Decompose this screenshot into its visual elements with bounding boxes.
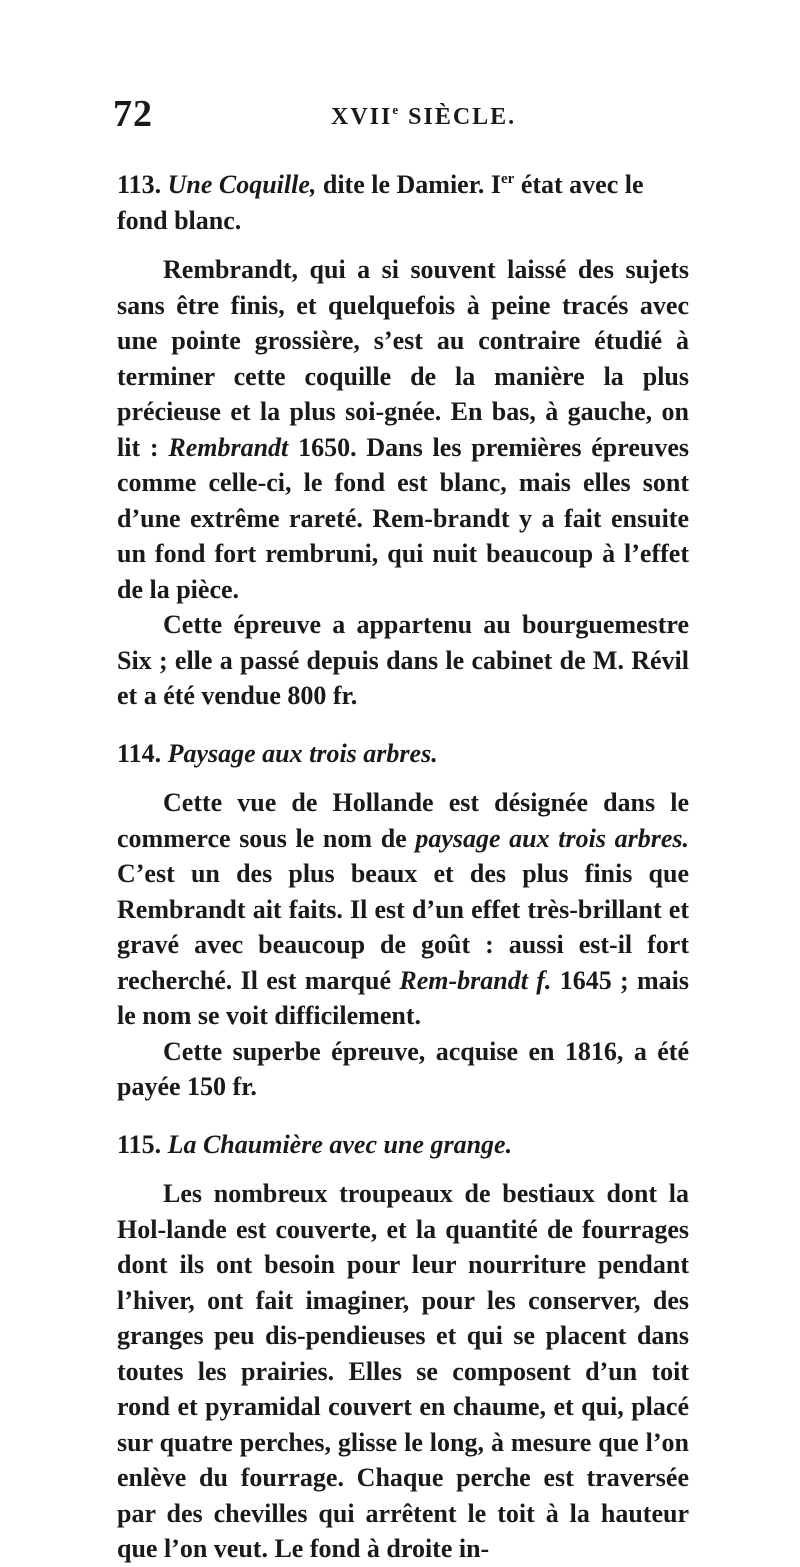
running-title-century: XVII (331, 104, 393, 130)
signature-text: Rem-brandt f. (399, 965, 552, 995)
running-title-sup: e (392, 102, 401, 117)
running-head (113, 92, 693, 142)
entry-title: Paysage aux trois arbres. (167, 738, 438, 768)
entry-paragraph: Les nombreux troupeaux de bestiaux dont la Hol-lande est couverte, et la quantité de fourrages dont ils ont besoin pour leur nourriture pendant l’hiver, ont fait imaginer, pour les conserver, des granges peu dis-pendieuses et qui se placent dans toutes les prairies. Elles se composent d’un toit rond et pyramidal couvert en chaume, et qui, placé sur quatre perches, glisse le long, à mesure que l’on enlève du fourrage. Chaque perche est traversée par des chevilles qui arrêtent le toit à la hauteur que l’on veut. Le fond à droite in- (117, 1179, 689, 1563)
italic-text: paysage aux trois arbres. (415, 823, 689, 853)
entry-heading-115 (117, 1127, 689, 1163)
entry-heading-113 (117, 162, 689, 238)
entry-paragraph: Cette superbe épreuve, acquise en 1816, a été payée 150 fr. (117, 1036, 689, 1101)
paragraph-text: 1645 ; mais le nom se voit difficilement. (117, 965, 689, 1030)
entry-number: 115. (117, 1129, 162, 1159)
paragraph-text: C’est un des plus beaux et des plus finis que Rembrandt ait faits. Il est d’un effet très-brillant et gravé avec beaucoup de goût : aussi est-il fort recherché. Il est marqué (117, 859, 689, 995)
paragraph-text: Rembrandt, qui a si souvent laissé des sujets sans être finis, et quelquefois à peine tracés avec une pointe grossière, s’est au contraire étudié à terminer cette coquille de la manière la plus précieuse et la plus soi-gnée. En bas, à gauche, on lit : (117, 255, 689, 462)
page-number: 72 (113, 93, 153, 135)
paragraph-text: 1650. Dans les premières épreuves comme celle-ci, le fond est blanc, mais elles sont d’une extrême rareté. Rem-brandt y a fait ensuite un fond fort rembruni, qui nuit beaucoup à l’effet de la pièce. (117, 432, 690, 604)
paragraph-text: Cette vue de Hollande est désignée dans le commerce sous le nom de (117, 788, 689, 853)
entry-number: 113. (117, 170, 162, 199)
entry-heading-114 (117, 736, 689, 772)
running-title (331, 102, 516, 131)
entry-heading-sup: er (501, 171, 515, 187)
entry-paragraph (117, 785, 689, 1034)
entry-paragraph (117, 252, 689, 607)
entry-heading-text-end: état avec le fond blanc. (117, 170, 644, 235)
text-block (117, 162, 689, 1567)
signature-text: Rembrandt (168, 432, 289, 462)
entry-title: Une Coquille, (167, 170, 317, 199)
entry-title: La Chaumière avec une grange. (167, 1129, 513, 1159)
entry-heading-text: dite le Damier. I (316, 170, 501, 199)
entry-paragraph: Cette épreuve a appartenu au bourguemestre Six ; elle a passé depuis dans le cabinet de M. Révil et a été vendue 800 fr. (117, 610, 689, 710)
entry-number: 114. (117, 738, 162, 768)
running-title-word: SIÈCLE. (400, 104, 517, 130)
